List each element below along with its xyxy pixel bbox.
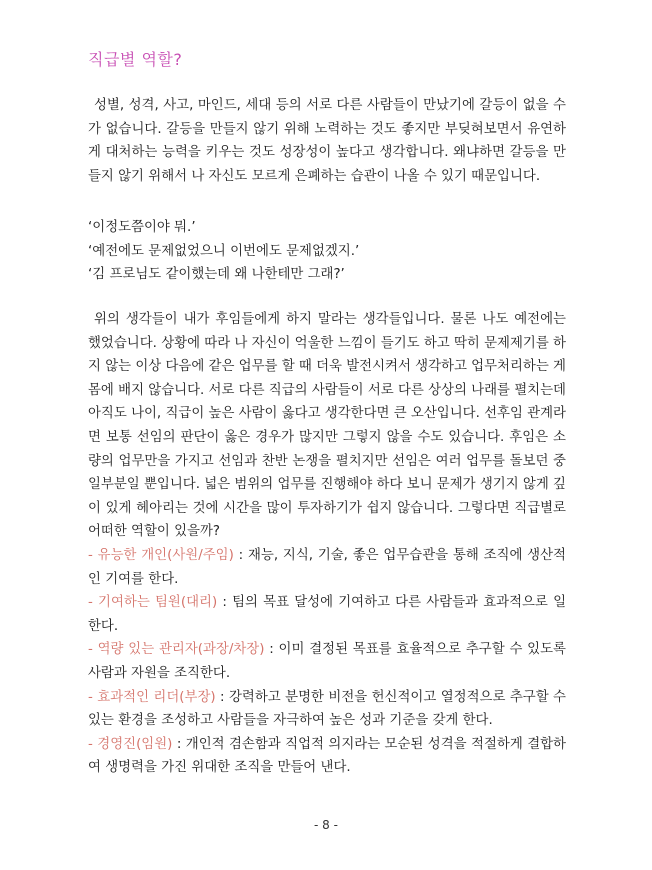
role-description: : 재능, 지식, 기술, 좋은 업무습관을 통해 조직에 생산적인 기여를 한다.: [88, 548, 566, 587]
role-name: 효과적인 리더(부장): [97, 689, 216, 705]
role-name: 경영진(임원): [97, 736, 173, 752]
role-name: 역량 있는 관리자(과장/차장): [97, 642, 265, 658]
body-paragraph: 위의 생각들이 내가 후임들에게 하지 말라는 생각들입니다. 물론 나도 예전에는 했었습니다. 상황에 따라 나 자신이 억울한 느낌이 들기도 하고 딱히 문제제기를 하지 않는 이상 다음에 같은 업무를 할 때 더욱 발전시켜서 생각하고 업무처리하는 게 몸에 배지 않습니다. 서로 다른 직급의 사람들이 서로 다른 상상의 나래를 펼치는데 아직도 나이, 직급이 높은 사람이 옳다고 생각한다면 큰 오산입니다. 선후임 관계라면 보통 선임의 판단이 옳은 경우가 많지만 그렇지 않을 수도 있습니다. 후임은 소량의 업무만을 가지고 선임과 찬반 논쟁을 펼치지만 선임은 여러 업무를 돌보던 중 일부분일 뿐입니다. 넓은 범위의 업무를 진행해야 하다 보니 문제가 생기지 않게 깊이 있게 헤아리는 것에 시간을 많이 투자하기가 쉽지 않습니다. 그렇다면 직급별로 어떠한 역할이 있을까?: [88, 312, 566, 540]
role-item: [88, 544, 566, 591]
quote-item: ‘이정도쯤이야 뭐.’: [88, 220, 196, 235]
role-description: : 강력하고 분명한 비전을 헌신적이고 열정적으로 추구할 수 있는 환경을 조성하고 사람들을 자극하여 높은 성과 기준을 갖게 한다.: [88, 689, 566, 729]
role-item: [88, 686, 566, 733]
role-name: 기여하는 팀원(대리): [98, 595, 218, 611]
quote-item: ‘김 프로님도 같이했는데 왜 나한테만 그래?’: [88, 267, 345, 283]
role-description: : 이미 결정된 목표를 효율적으로 추구할 수 있도록 사람과 자원을 조직한다.: [88, 642, 566, 681]
role-item: [88, 638, 566, 685]
section-title: 직급별 역할?: [88, 50, 183, 69]
bullet-dash: -: [88, 689, 98, 705]
bullet-dash: -: [88, 595, 99, 611]
role-item: [88, 733, 566, 780]
bullet-dash: -: [88, 642, 98, 658]
page-number: - 8 -: [314, 818, 338, 832]
quote-list: [88, 216, 359, 287]
role-description: : 팀의 목표 달성에 기여하고 다른 사람들과 효과적으로 일한다.: [88, 595, 567, 634]
bullet-dash: -: [88, 736, 98, 752]
role-list: [88, 544, 566, 780]
role-description: : 개인적 겸손함과 직업적 의지라는 모순된 성격을 적절하게 결합하여 생명력을 가진 위대한 조직을 만들어 낸다.: [88, 736, 566, 776]
intro-paragraph: 성별, 성격, 사고, 마인드, 세대 등의 서로 다른 사람들이 만났기에 갈등이 없을 수가 없습니다. 갈등을 만들지 않기 위해 노력하는 것도 좋지만 부딪혀보면서 유연하게 대처하는 능력을 키우는 것도 성장성이 높다고 생각합니다. 왜냐하면 갈등을 만들지 않기 위해서 나 자신도 모르게 은폐하는 습관이 나올 수 있기 때문입니다.: [88, 98, 566, 184]
role-item: [88, 591, 566, 638]
quote-item: ‘예전에도 문제없었으니 이번에도 문제없겠지.’: [88, 243, 360, 259]
role-name: 유능한 개인(사원/주임): [97, 548, 234, 563]
bullet-dash: -: [88, 548, 98, 563]
